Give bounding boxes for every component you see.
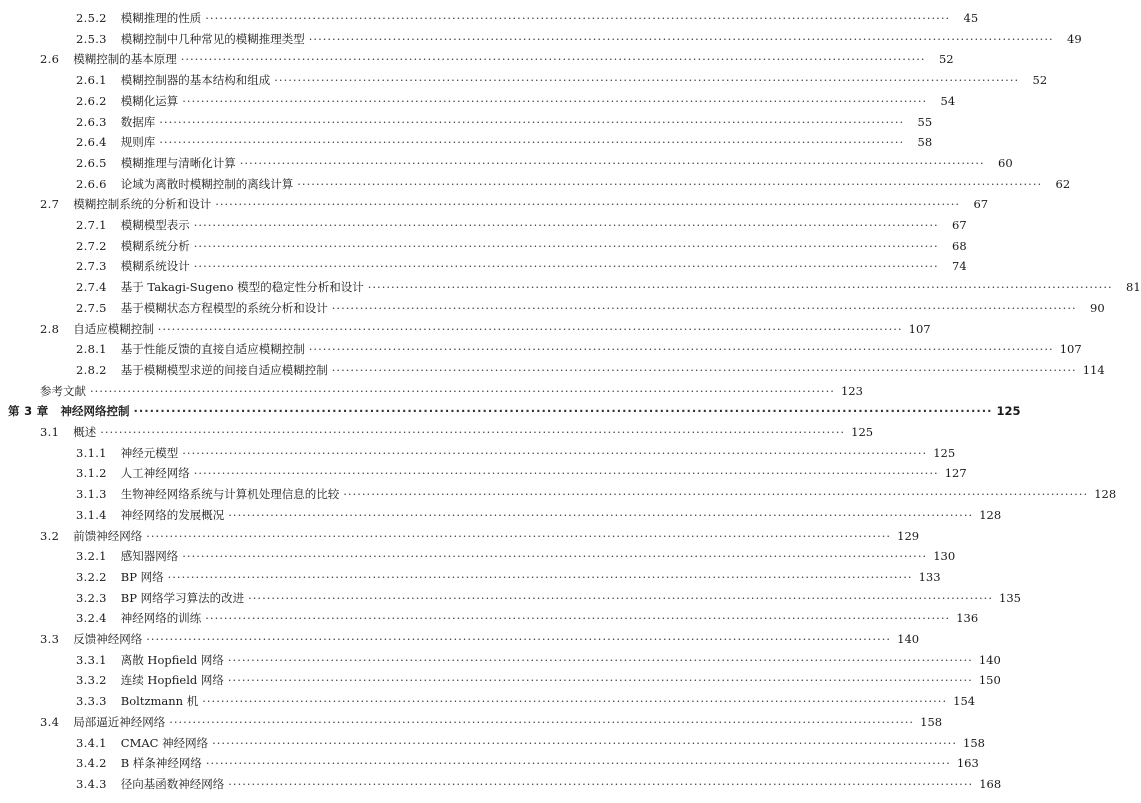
toc-entry-number: 3.4.1: [76, 735, 107, 750]
toc-entry-number: 3.1.4: [76, 507, 107, 522]
toc-entry: [0, 8, 979, 28]
dot-leader: ································································································································································: [227, 673, 973, 688]
toc-entry-page: 150: [978, 673, 1001, 688]
toc-entry-title: 前馈神经网络: [73, 528, 143, 543]
toc-entry-title: 模糊控制器的基本结构和组成: [120, 73, 271, 88]
toc-entry-page: 140: [897, 632, 920, 646]
dot-leader: ································································································································································: [343, 487, 1089, 502]
dot-leader: ································································································································································: [159, 114, 905, 129]
dot-leader: ································································································································································: [308, 31, 1054, 46]
toc-entry: [0, 546, 956, 566]
toc-entry-number: 3.1: [40, 425, 60, 439]
toc-entry-page: 136: [956, 611, 979, 626]
toc-entry: [0, 463, 967, 483]
toc-entry: [0, 174, 1071, 194]
toc-entry: [0, 670, 1001, 690]
toc-entry-number: 3.3.3: [76, 694, 107, 709]
toc-entry-number: 3.4.2: [76, 756, 107, 771]
dot-leader: ································································································································································: [193, 218, 939, 232]
toc-entry-page: 81: [1126, 280, 1141, 295]
toc-entry-title: 模糊控制系统的分析和设计: [73, 197, 212, 212]
toc-entry-page: 45: [963, 11, 979, 25]
toc-entry: [0, 753, 979, 773]
toc-entry-title: 模糊模型表示: [120, 218, 190, 232]
dot-leader: ································································································································································: [100, 425, 846, 439]
dot-leader: ································································································································································: [228, 507, 974, 522]
toc-entry: [0, 691, 976, 711]
toc-entry: [0, 194, 989, 214]
toc-entry: [0, 236, 967, 256]
toc-entry: [0, 112, 933, 132]
dot-leader: ································································································································································: [182, 549, 928, 564]
toc-entry-number: 2.8.1: [76, 342, 107, 357]
dot-leader: ································································································································································: [193, 238, 939, 253]
toc-entry-title: 数据库: [120, 114, 156, 129]
toc-entry: [0, 733, 985, 753]
toc-entry-title: 神经网络的训练: [120, 611, 202, 626]
toc-entry: [0, 49, 954, 69]
toc-entry-title: 感知器网络: [120, 549, 179, 564]
toc-entry-page: 114: [1082, 362, 1105, 377]
toc-entry-page: 140: [978, 652, 1001, 667]
toc-entry-title: 反馈神经网络: [73, 632, 143, 646]
toc-entry: [0, 29, 1082, 49]
toc-entry-title: 基于 Takagi-Sugeno 模型的稳定性分析和设计: [120, 280, 364, 295]
toc-entry-page: 52: [938, 52, 954, 67]
toc-entry-number: 2.5.2: [76, 11, 107, 25]
toc-entry-title: 自适应模糊控制: [73, 321, 154, 336]
toc-entry-number: 2.6.1: [76, 73, 107, 88]
toc-entry: [0, 401, 1021, 421]
toc-entry-title: 神经网络的发展概况: [120, 507, 225, 522]
toc-entry-number: 2.7.3: [76, 259, 107, 274]
toc-entry-page: 163: [956, 756, 979, 771]
toc-entry-page: 129: [897, 528, 920, 543]
dot-leader: ································································································································································: [193, 466, 939, 481]
toc-entry: [0, 360, 1105, 380]
dot-leader: ································································································································································: [308, 342, 1054, 357]
toc-entry-page: 130: [933, 549, 956, 564]
dot-leader: ································································································································································: [227, 652, 973, 667]
dot-leader: ································································································································································: [212, 735, 957, 750]
toc-entry-title: 模糊推理与清晰化计算: [120, 155, 236, 170]
toc-entry-page: 58: [917, 135, 933, 150]
toc-entry: [0, 215, 967, 235]
dot-leader: ································································································································································: [239, 155, 985, 170]
toc-entry-page: 128: [979, 507, 1002, 522]
toc-entry-title: 径向基函数神经网络: [120, 776, 225, 791]
toc-entry-number: 2.6.6: [76, 176, 107, 191]
toc-entry: [0, 381, 863, 401]
toc-entry-title: CMAC 神经网络: [120, 735, 209, 750]
toc-entry: [0, 567, 941, 587]
toc-entry-number: 3.1.3: [76, 487, 107, 502]
toc-entry: [0, 588, 1021, 608]
toc-entry: [0, 277, 1141, 297]
toc-entry-page: 135: [999, 590, 1021, 605]
dot-leader: ································································································································································: [367, 280, 1113, 295]
toc-entry-title: 人工神经网络: [120, 466, 190, 481]
dot-leader: ································································································································································: [133, 404, 993, 419]
toc-entry-page: 67: [973, 197, 989, 212]
toc-entry-number: 2.6.5: [76, 155, 107, 170]
dot-leader: ································································································································································: [297, 176, 1043, 191]
toc-entry-title: BP 网络学习算法的改进: [120, 590, 245, 605]
toc-entry-number: 2.6.2: [76, 93, 107, 108]
toc-entry-number: 3.3.1: [76, 652, 107, 667]
toc-entry-title: 模糊系统设计: [120, 259, 190, 274]
dot-leader: ································································································································································: [205, 756, 951, 771]
toc-entry-page: 67: [952, 218, 967, 232]
toc-entry-title: 神经网络控制: [60, 404, 130, 419]
toc-entry-number: 2.5.3: [76, 31, 107, 46]
toc-entry-title: 模糊控制的基本原理: [73, 52, 177, 67]
dot-leader: ································································································································································: [182, 93, 928, 108]
toc-entry-title: 神经元模型: [120, 445, 179, 460]
toc-entry-page: 158: [920, 714, 943, 729]
toc-entry-number: 3.2.1: [76, 549, 107, 564]
dot-leader: ································································································································································: [274, 73, 1020, 88]
toc-entry-page: 127: [944, 466, 967, 481]
toc-entry-number: 2.7: [40, 197, 60, 212]
dot-leader: ································································································································································: [146, 528, 892, 543]
dot-leader: ································································································································································: [331, 300, 1077, 315]
toc-entry-number: 2.6.3: [76, 114, 107, 129]
toc-entry-number: 2.7.1: [76, 218, 107, 232]
toc-entry-page: 90: [1090, 300, 1105, 315]
toc-entry-number: 3.3: [40, 632, 60, 646]
toc-entry: [0, 629, 920, 649]
toc-entry-number: 2.6: [40, 52, 60, 67]
toc-entry-title: B 样条神经网络: [120, 756, 202, 771]
toc-entry-title: 基于模糊状态方程模型的系统分析和设计: [120, 300, 328, 315]
toc-entry-page: 55: [917, 114, 933, 129]
toc-entry-title: 离散 Hopfield 网络: [120, 652, 224, 667]
dot-leader: ································································································································································: [182, 445, 928, 460]
toc-entry: [0, 608, 979, 628]
dot-leader: ································································································································································: [90, 383, 835, 398]
toc-entry: [0, 774, 1002, 794]
toc-entry: [0, 256, 967, 276]
toc-entry: [0, 319, 931, 339]
toc-entry: [0, 505, 1002, 525]
toc-entry-title: 模糊推理的性质: [120, 11, 202, 25]
toc-entry-page: 52: [1032, 73, 1048, 88]
toc-entry-title: 概述: [73, 425, 97, 439]
dot-leader: ································································································································································: [157, 321, 903, 336]
toc-entry-page: 74: [952, 259, 967, 274]
toc-entry-number: 3.2.2: [76, 569, 107, 584]
dot-leader: ································································································································································: [205, 611, 951, 626]
toc-entry-page: 49: [1067, 31, 1082, 46]
toc-entry-page: 154: [953, 694, 976, 709]
toc-entry-title: 模糊控制中几种常见的模糊推理类型: [120, 31, 305, 46]
dot-leader: ································································································································································: [146, 632, 892, 646]
toc-entry-number: 3.4.3: [76, 776, 107, 791]
toc-entry-title: Boltzmann 机: [120, 694, 199, 709]
toc-entry-title: 基于性能反馈的直接自适应模糊控制: [120, 342, 305, 357]
toc-entry-number: 3.2: [40, 528, 60, 543]
toc-entry-page: 125: [851, 425, 874, 439]
dot-leader: ································································································································································: [215, 197, 961, 212]
toc-entry: [0, 526, 920, 546]
toc-entry-number: 3.4: [40, 714, 60, 729]
toc-entry-page: 125: [996, 404, 1021, 419]
dot-leader: ································································································································································: [202, 694, 948, 709]
dot-leader: ································································································································································: [169, 714, 915, 729]
toc-entry-title: 参考文献: [40, 383, 86, 398]
toc-entry-page: 123: [840, 383, 863, 398]
dot-leader: ································································································································································: [248, 590, 993, 605]
toc-entry: [0, 443, 956, 463]
toc-entry-number: 3.3.2: [76, 673, 107, 688]
toc-entry: [0, 132, 933, 152]
toc-entry: [0, 422, 874, 442]
toc-entry-title: 基于模糊模型求逆的间接自适应模糊控制: [120, 362, 328, 377]
toc-entry-number: 2.7.5: [76, 300, 107, 315]
toc-entry-title: 论域为离散时模糊控制的离线计算: [120, 176, 294, 191]
toc-entry-title: 连续 Hopfield 网络: [120, 673, 224, 688]
toc-entry: [0, 484, 1117, 504]
dot-leader: ································································································································································: [193, 259, 939, 274]
toc-entry-title: BP 网络: [120, 569, 164, 584]
toc-entry: [0, 70, 1048, 90]
toc-entry-page: 158: [963, 735, 985, 750]
toc-entry-number: 2.8: [40, 321, 60, 336]
toc-entry-page: 60: [998, 155, 1013, 170]
toc-entry-title: 模糊系统分析: [120, 238, 190, 253]
toc-entry: [0, 91, 956, 111]
toc-entry-number: 2.8.2: [76, 362, 107, 377]
toc-entry-number: 第 3 章: [8, 404, 49, 419]
toc-entry: [0, 712, 943, 732]
dot-leader: ································································································································································: [228, 776, 974, 791]
toc-entry: [0, 298, 1105, 318]
dot-leader: ································································································································································: [159, 135, 905, 150]
toc-entry-number: 2.7.4: [76, 280, 107, 295]
toc-entry-title: 规则库: [120, 135, 156, 150]
toc-entry-page: 54: [940, 93, 956, 108]
toc-entry: [0, 153, 1013, 173]
dot-leader: ································································································································································: [205, 11, 951, 25]
toc-entry: [0, 339, 1082, 359]
toc-entry-page: 68: [952, 238, 967, 253]
toc-entry-page: 107: [1059, 342, 1082, 357]
toc-entry-number: 3.2.3: [76, 590, 107, 605]
toc-entry-title: 模糊化运算: [120, 93, 179, 108]
toc-entry-page: 128: [1094, 487, 1117, 502]
toc-entry-number: 3.1.1: [76, 445, 107, 460]
toc-entry-page: 107: [908, 321, 931, 336]
dot-leader: ································································································································································: [331, 362, 1077, 377]
toc-entry: [0, 650, 1001, 670]
toc-entry-number: 2.7.2: [76, 238, 107, 253]
toc-entry-title: 局部逼近神经网络: [73, 714, 166, 729]
dot-leader: ································································································································································: [180, 52, 926, 67]
toc-entry-page: 168: [979, 776, 1002, 791]
toc-entry-page: 133: [918, 569, 941, 584]
toc-entry-number: 2.6.4: [76, 135, 107, 150]
toc-entry-number: 3.1.2: [76, 466, 107, 481]
toc-entry-number: 3.2.4: [76, 611, 107, 626]
dot-leader: ································································································································································: [167, 569, 913, 584]
toc-entry-page: 125: [933, 445, 956, 460]
toc-entry-title: 生物神经网络系统与计算机处理信息的比较: [120, 487, 340, 502]
toc-entry-page: 62: [1055, 176, 1071, 191]
